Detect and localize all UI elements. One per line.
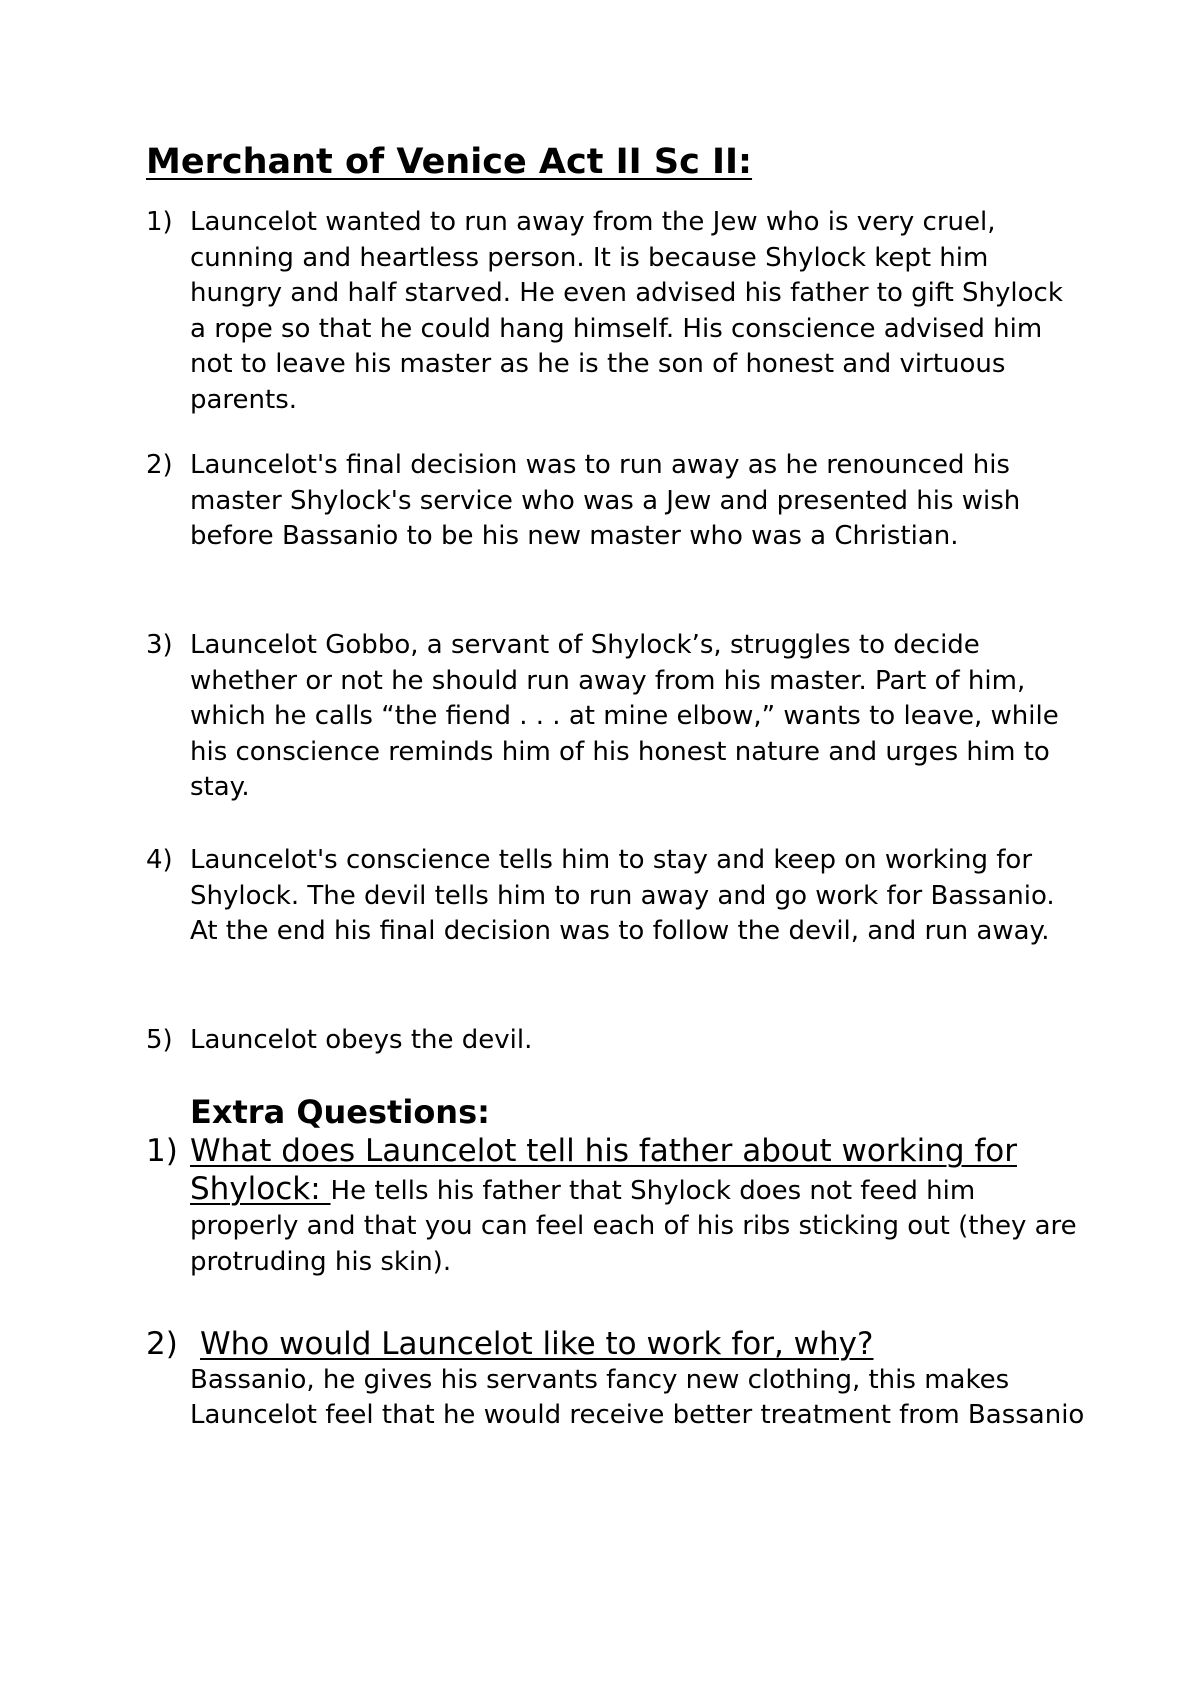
answer-item-3	[146, 628, 1086, 806]
extra-questions-heading: Extra Questions:	[190, 1093, 490, 1131]
answer-text: Launcelot obeys the devil.	[190, 1025, 533, 1055]
question-answer: Bassanio, he gives his servants fancy new clothing, this makes Launcelot feel that he would receive better treatment from Bassanio	[190, 1364, 1085, 1430]
answer-text: Launcelot's final decision was to run away as he renounced his master Shylock's service who was a Jew and presented his wish before Bassanio to be his new master who was a Christian.	[190, 450, 1021, 551]
question-block	[190, 1327, 1086, 1434]
extra-question-item-2	[146, 1327, 1086, 1434]
answer-text: Launcelot's conscience tells him to stay and keep on working for Shylock. The devil tells him to run away and go work for Bassanio. At the end his final decision was to follow the devil, and run away.	[190, 845, 1055, 946]
answer-number: 1)	[146, 207, 173, 237]
extra-question-item-1	[146, 1134, 1086, 1280]
answer-number: 5)	[146, 1025, 173, 1055]
question-number: 1)	[146, 1133, 178, 1169]
question-block	[190, 1134, 1086, 1280]
answer-number: 3)	[146, 630, 173, 660]
question-text: What does Launcelot tell his father about working for Shylock:	[190, 1133, 1017, 1207]
page-title: Merchant of Venice Act II Sc II:	[146, 142, 753, 182]
answer-number: 2)	[146, 450, 173, 480]
answer-item-5	[146, 1023, 1086, 1059]
answer-text: Launcelot Gobbo, a servant of Shylock’s, struggles to decide whether or not he should run away from his master. Part of him, which he calls “the fiend . . . at mine elbow,” wants to leave, while his conscience reminds him of his honest nature and urges him to stay.	[190, 630, 1059, 802]
answer-text: Launcelot wanted to run away from the Jew who is very cruel, cunning and heartless person. It is because Shylock kept him hungry and half starved. He even advised his father to gift Shylock a rope so that he could hang himself. His conscience advised him not to leave his master as he is the son of honest and virtuous parents.	[190, 207, 1063, 415]
answer-item-2	[146, 448, 1086, 555]
question-number: 2)	[146, 1326, 178, 1362]
answer-item-1	[146, 205, 1086, 418]
question-answer: He tells his father that Shylock does not feed him properly and that you can feel each of his ribs sticking out (they are protruding his skin).	[190, 1175, 1077, 1277]
answer-number: 4)	[146, 845, 173, 875]
question-text: Who would Launcelot like to work for, why?	[200, 1326, 874, 1362]
answer-item-4	[146, 843, 1086, 950]
